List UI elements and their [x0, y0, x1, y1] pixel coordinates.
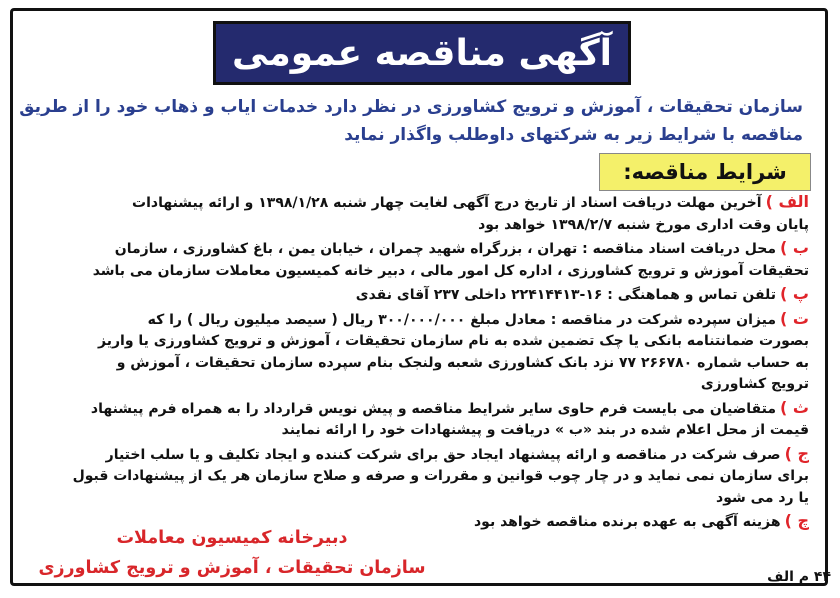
intro-line: مناقصه با شرایط زیر به شرکتهای داوطلب واگذار نماید	[344, 125, 803, 145]
condition-item-pe	[9, 283, 809, 307]
intro-line: سازمان تحقیقات ، آموزش و ترویج کشاورزی در نظر دارد خدمات ایاب و ذهاب خود را از طریق	[19, 97, 803, 117]
item-key: چ )	[784, 511, 809, 530]
item-key: ت )	[780, 308, 809, 328]
conditions-heading: شرایط مناقصه:	[599, 153, 811, 191]
item-text: یا رد می شود	[716, 489, 809, 506]
item-text: به حساب شماره ۲۶۶۷۸۰ ۷۷ نزد بانک کشاورزی شعبه ولنجک بنام سپرده سازمان تحقیقات ، آموزش و	[116, 354, 809, 371]
item-text: آخرین مهلت دریافت اسناد از تاریخ درج آگهی لغایت چهار شنبه ۱۳۹۸/۱/۲۸ و ارائه پیشنهادات	[132, 195, 762, 211]
item-text: متقاضیان می بایست فرم حاوی سایر شرایط مناقصه و پیش نویس قرارداد را به همراه فرم پیشنهاد	[90, 400, 777, 417]
condition-item-be	[9, 237, 809, 282]
title-banner	[213, 21, 631, 85]
item-text: ترویج کشاورزی	[700, 376, 809, 392]
item-text: بصورت ضمانتنامه بانکی یا چک تضمین شده به نام سازمان تحقیقات ، آموزش و ترویج کشاورزی یا واریز	[98, 333, 809, 349]
condition-item-te	[9, 308, 809, 396]
item-text: محل دریافت اسناد مناقصه : تهران ، بزرگراه شهید چمران ، خیابان یمن ، باغ کشاورزی ، سازمان	[114, 241, 777, 257]
item-text: برای سازمان نمی نماید و در چار چوب قوانین و مقررات و صرفه و صلاح سازمان هر یک از پیشنهادات قبول	[72, 468, 809, 484]
item-key: الف )	[765, 192, 809, 211]
ad-frame	[10, 8, 831, 586]
conditions-list	[9, 191, 809, 535]
ad-title: آگهی مناقصه عمومی	[232, 32, 612, 74]
item-key: پ )	[780, 284, 809, 303]
item-text: صرف شرکت در مناقصه و ارائه پیشنهاد ایجاد حق برای شرکت کننده و ایجاد تکلیف و یا سلب اختیار	[105, 446, 781, 463]
signature-block	[37, 523, 427, 583]
signature-line: سازمان تحقیقات ، آموزش و ترویج کشاورزی	[38, 558, 426, 578]
signature-line: دبیرخانه کمیسیون معاملات	[116, 528, 348, 548]
item-key: ث )	[780, 397, 809, 417]
item-text: تلفن تماس و هماهنگی : ۱۶-۲۲۴۱۴۴۱۳ داخلی ۲۳۷ آقای نقدی	[355, 287, 777, 303]
item-key: ب )	[780, 238, 809, 257]
item-text: هزینه آگهی به عهده برنده مناقصه خواهد بود	[473, 514, 781, 530]
intro-paragraph	[13, 93, 803, 149]
item-text: میزان سپرده شرکت در مناقصه : معادل مبلغ ۳۰۰/۰۰۰/۰۰۰ ریال ( سیصد میلیون ریال ) را که	[147, 311, 777, 328]
condition-item-se	[9, 397, 809, 442]
item-text: پایان وقت اداری مورخ شنبه ۱۳۹۸/۲/۷ خواهد بود	[478, 216, 809, 233]
item-key: ج )	[784, 443, 809, 463]
condition-item-jim	[9, 443, 809, 510]
item-text: قیمت از محل اعلام شده در بند «ب » دریافت و پیشنهادات خود را ارائه نمایند	[281, 422, 809, 438]
ad-reference-code: ۴۴ م الف	[767, 569, 831, 585]
item-text: تحقیقات آموزش و ترویج کشاورزی ، اداره کل امور مالی ، دبیر خانه کمیسیون معاملات سازمان می باشد	[92, 262, 809, 279]
condition-item-alef	[9, 191, 809, 236]
